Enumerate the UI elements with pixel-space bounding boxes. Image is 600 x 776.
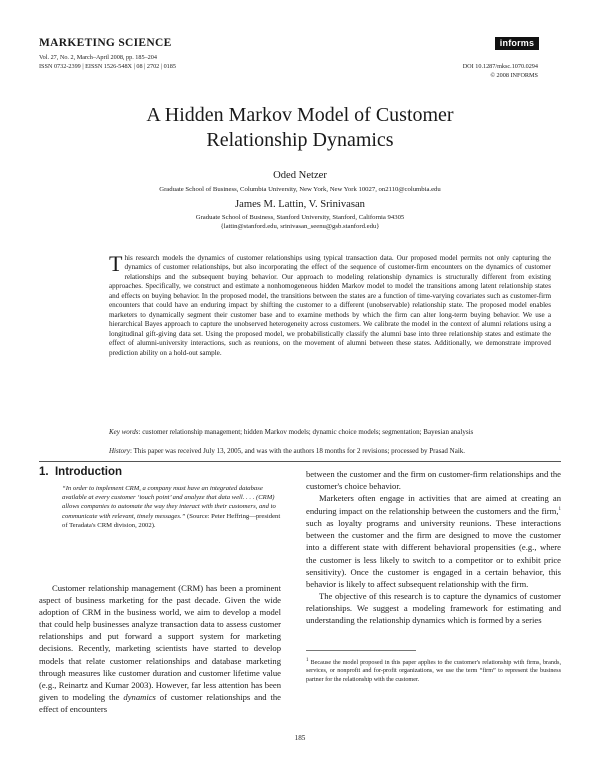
journal-name: MARKETING SCIENCE xyxy=(39,37,172,49)
intro-text-a: Customer relationship management (CRM) has been a prominent aspect of business marketing for the past decade. Given the wide adoption of CRM in the business world, we aim to develop a model that could help businesses analyze transaction data to assess customer relationships and put forward a support system for marketing decisions. Recently, marketing scientists have started to develop models that relate customer relationships and database marketing through measures like customer duration and customer lifetime value (e.g., Reinartz and Kumar 2003). However, far less attention has been given to modeling the xyxy=(39,583,281,702)
volume-line: Vol. 27, No. 2, March–April 2008, pp. 185–204 xyxy=(39,54,157,61)
keywords-text: : customer relationship management; hidden Markov models; dynamic choice models; segmentation; Bayesian analysis xyxy=(138,428,474,436)
title-line-1: A Hidden Markov Model of Customer xyxy=(146,104,454,126)
abstract-dropcap: T xyxy=(109,251,123,276)
abstract-text: his research models the dynamics of customer relationships using typical transaction data. Our proposed model permits not only capturing the dynamics of customer relationships, but also incorporating the effect of the sequence of customer-firm encounters on the dynamics of customer relationships and the subsequent buying behavior. Our approach to modeling relationship dynamics is structurally different from existing approaches. Specifically, we construct and estimate a nonhomogeneous hidden Markov model to model the transitions among latent relationship states and effects on buying behavior. In the proposed model, the transitions between the states are a function of time-varying covariates such as customer-firm encounters that could have an enduring impact by shifting the customer to a different (unobservable) relationship state. The proposed model enables marketers to dynamically segment their customer base and to examine methods by which the firm can alter long-term buying behavior. We use a hierarchical Bayes approach to capture the unobserved heterogeneity across customers. We calibrate the model in the context of alumni relations using a longitudinal gift-giving data set. Using the proposed model, we probabilistically classify the alumni base into three relationship states and estimate the effect of alumni-university interactions, such as reunions, on the movement of alumni between these states. Additionally, we demonstrate improved prediction ability on a hold-out sample. xyxy=(109,254,551,357)
abstract xyxy=(109,251,551,358)
section-divider xyxy=(39,461,561,462)
keywords-label: Key words xyxy=(109,428,139,436)
page-number: 185 xyxy=(294,734,306,742)
footnote-text: Because the model proposed in this paper applies to the customer's relationship with firms, brands, services, or nonprofit and for-profit organizations, we use the term “firm” to represent the business partner for the relationship with the customer. xyxy=(306,659,561,683)
author-2-affiliation: Graduate School of Business, Stanford University, Stanford, California 94305 xyxy=(195,214,405,221)
author-2-names: James M. Lattin, V. Srinivasan xyxy=(235,199,365,210)
issn-line: ISSN 0732-2399 | EISSN 1526-548X | 08 | 2702 | 0185 xyxy=(39,63,176,70)
epigraph-source: (Source: Peter Heffring—president of Teradata's CRM division, 2002). xyxy=(62,512,281,529)
intro-paragraph-1 xyxy=(39,582,281,715)
paper-title xyxy=(0,103,600,153)
history-text: : This paper was received July 13, 2005, and was with the authors 18 months for 2 revisions; processed by Prasad Naik. xyxy=(130,447,466,455)
right-p1-a: Marketers often engage in activities that are aimed at creating an enduring impact on the relationship between the customers and the firm, xyxy=(306,493,561,517)
informs-logo: informs xyxy=(495,37,539,50)
right-paragraph-2: The objective of this research is to capture the dynamics of customer relationships. We suggest a modeling framework for estimating and understanding the relationship dynamics which is formed by a series xyxy=(306,590,561,625)
history xyxy=(109,447,551,456)
author-2-emails: {lattin@stanford.edu, srinivasan_seenu@gsb.stanford.edu} xyxy=(220,223,380,230)
footnote-ref: 1 xyxy=(558,507,561,513)
footnote-rule xyxy=(306,650,416,651)
section-number: 1. xyxy=(39,466,49,478)
author-1-affiliation: Graduate School of Business, Columbia University, New York, New York 10027, on2110@columbia.edu xyxy=(159,186,441,193)
epigraph-quote: “In order to implement CRM, a company must have an integrated database available at every customer ‘touch point’ and analyze that data well. . . . (CRM) allows companies to automate the way they interact with their customers, and to communicate with relevant, timely messages.” xyxy=(62,485,276,520)
footnote-mark: 1 xyxy=(306,658,309,663)
right-column xyxy=(306,468,561,626)
history-label: History xyxy=(109,447,130,455)
intro-emphasis: dynamics xyxy=(123,691,156,702)
author-1-name: Oded Netzer xyxy=(273,170,327,181)
section-heading xyxy=(39,466,122,478)
footnote xyxy=(306,657,561,684)
right-paragraph-0: between the customer and the firm on customer-firm relationships and the customer's choice behavior. xyxy=(306,469,561,492)
epigraph xyxy=(62,484,281,530)
right-p1-b: such as loyalty programs and university reunions. These interactions between the customer and the firm are designed to move the customer into a different state with different behavioral propensities (e.g., where the customer is less likely to switch to a competitor or to exhibit price sensitivity). Once the customer is engaged in a certain behavior, this behavior is likely to affect subsequent relationship with the firm. xyxy=(306,518,561,589)
title-line-2: Relationship Dynamics xyxy=(206,129,394,151)
section-title: Introduction xyxy=(54,466,123,478)
keywords xyxy=(109,428,551,437)
copyright-line: © 2008 INFORMS xyxy=(490,72,538,79)
intro-text-b: of customer relationships and the effect of encounters xyxy=(39,691,281,714)
right-paragraph-1 xyxy=(306,492,561,590)
doi-line: DOI 10.1287/mksc.1070.0294 xyxy=(462,63,538,70)
